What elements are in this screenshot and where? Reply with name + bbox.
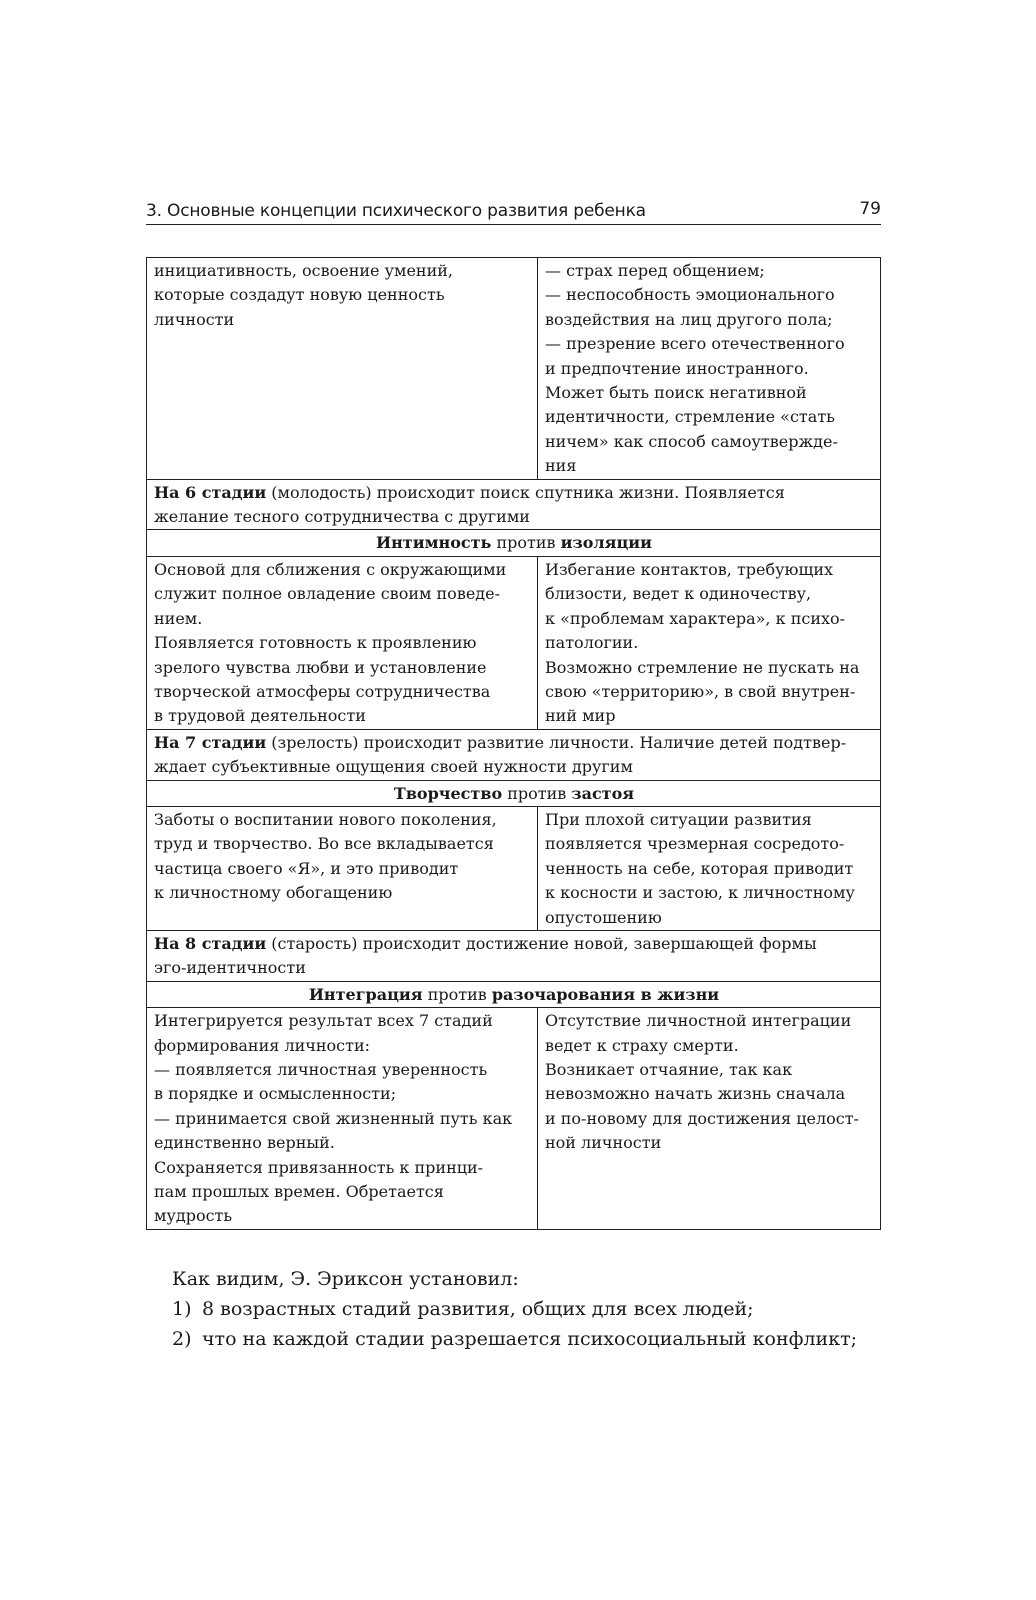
cell-text-line: ний мир [545,706,616,726]
table-row [147,806,881,930]
cell-text-line: — неспособность эмоционального [545,285,835,305]
cell-text-line: ведет к страху смерти. [545,1035,739,1055]
cell-text-line: Отсутствие личностной интеграции [545,1011,852,1031]
cell-text-line: Сохраняется привязанность к принци- [154,1157,484,1177]
cell-text-line: — презрение всего отечественного [545,334,845,354]
page-number: 79 [859,199,881,219]
table-row [147,1008,881,1230]
cell-left [147,806,538,930]
cell-text-line: близости, ведет к одиночеству, [545,584,812,604]
cell-text-line: к личностному обогащению [154,883,393,903]
running-head [146,194,881,225]
cell-text-line: ничем» как способ самоутвержде- [545,431,838,451]
stage-8-description: На 8 стадии (старость) происходит достижение новой, завершающей формы эго-идентичности [147,930,881,981]
cell-text-line: к косности и застою, к личностному [545,883,855,903]
stage-8-header-row [147,930,881,981]
cell-left [147,258,538,480]
cell-text-line: труд и творчество. Во все вкладывается [154,834,494,854]
cell-text-line: зрелого чувства любви и установление [154,657,487,677]
cell-text-line: невозможно начать жизнь сначала [545,1084,846,1104]
body-text [172,1264,892,1354]
erikson-stages-table [146,257,881,1230]
cell-text-line: воздействия на лиц другого пола; [545,309,833,329]
cell-text-line: Основой для сближения с окружающими [154,559,507,579]
cell-text-line: частица своего «Я», и это приводит [154,858,459,878]
cell-text-line: Возможно стремление не пускать на [545,657,860,677]
cell-text-line: опустошению [545,907,662,927]
cell-text-line: мудрость [154,1206,233,1226]
stage-7-label: На 7 стадии [154,732,267,752]
cell-text-line: в порядке и осмысленности; [154,1084,397,1104]
cell-text-line: Избегание контактов, требующих [545,559,834,579]
chapter-title: 3. Основные концепции психического развития ребенка [146,201,646,221]
cell-text-line: инициативность, освоение умений, [154,261,453,280]
cell-text-line: единственно верный. [154,1133,335,1153]
stage-6-label: На 6 стадии [154,482,267,502]
list-item: 1) 8 возрастных стадий развития, общих для всех людей; [172,1298,754,1320]
cell-right [538,1008,881,1230]
cell-right [538,258,881,480]
cell-text-line: идентичности, стремление «стать [545,407,835,427]
cell-text-line: ния [545,456,577,476]
cell-text-line: — страх перед общением; [545,261,765,280]
cell-left [147,1008,538,1230]
stage-8-label: На 8 стадии [154,933,267,953]
list-item: 2) что на каждой стадии разрешается психосоциальный конфликт; [172,1328,858,1350]
intro-paragraph: Как видим, Э. Эриксон установил: [172,1268,519,1290]
cell-text-line: Может быть поиск негативной [545,383,807,403]
cell-text-line: нием. [154,608,203,628]
stage-7-description: На 7 стадии (зрелость) происходит развитие личности. Наличие детей подтвер- ждает субъективные ощущения своей нужности другим [147,729,881,780]
cell-right [538,806,881,930]
cell-text-line: и предпочтение иностранного. [545,358,809,378]
cell-text-line: ченность на себе, которая приводит [545,858,854,878]
cell-text-line: Заботы о воспитании нового поколения, [154,809,497,829]
cell-text-line: формирования личности: [154,1035,371,1055]
stage-7-header-row [147,729,881,780]
cell-right [538,556,881,729]
table-row [147,258,881,480]
cell-text-line: творческой атмосферы сотрудничества [154,681,491,701]
cell-text-line: к «проблемам характера», к психо- [545,608,846,628]
cell-text-line: личности [154,309,235,329]
stage-6-header-row [147,479,881,530]
cell-text-line: Интегрируется результат всех 7 стадий [154,1011,493,1031]
stage-6-description: На 6 стадии (молодость) происходит поиск спутника жизни. Появляется желание тесного сотрудничества с другими [147,479,881,530]
cell-left [147,556,538,729]
cell-text-line: ной личности [545,1133,662,1153]
stage-8-conflict-row [147,981,881,1007]
cell-text-line: служит полное овладение своим поведе- [154,584,501,604]
cell-text-line: Появляется готовность к проявлению [154,633,477,653]
cell-text-line: Возникает отчаяние, так как [545,1060,793,1079]
cell-text-line: При плохой ситуации развития [545,809,812,829]
cell-text-line: появляется чрезмерная сосредото- [545,834,845,854]
cell-text-line: которые создадут новую ценность [154,285,445,305]
table-row [147,556,881,729]
cell-text-line: — принимается свой жизненный путь как [154,1108,513,1128]
cell-text-line: пам прошлых времен. Обретается [154,1182,444,1202]
stage-6-conflict-row [147,530,881,556]
stage-8-conflict: Интеграция против разочарования в жизни [147,981,881,1007]
stage-7-conflict-row [147,780,881,806]
cell-text-line: в трудовой деятельности [154,706,366,726]
cell-text-line: патологии. [545,633,639,653]
cell-text-line: свою «территорию», в свой внутрен- [545,681,856,701]
stage-7-conflict: Творчество против застоя [147,780,881,806]
cell-text-line: и по-новому для достижения целост- [545,1108,859,1128]
stage-6-conflict: Интимность против изоляции [147,530,881,556]
cell-text-line: — появляется личностная уверенность [154,1060,488,1079]
